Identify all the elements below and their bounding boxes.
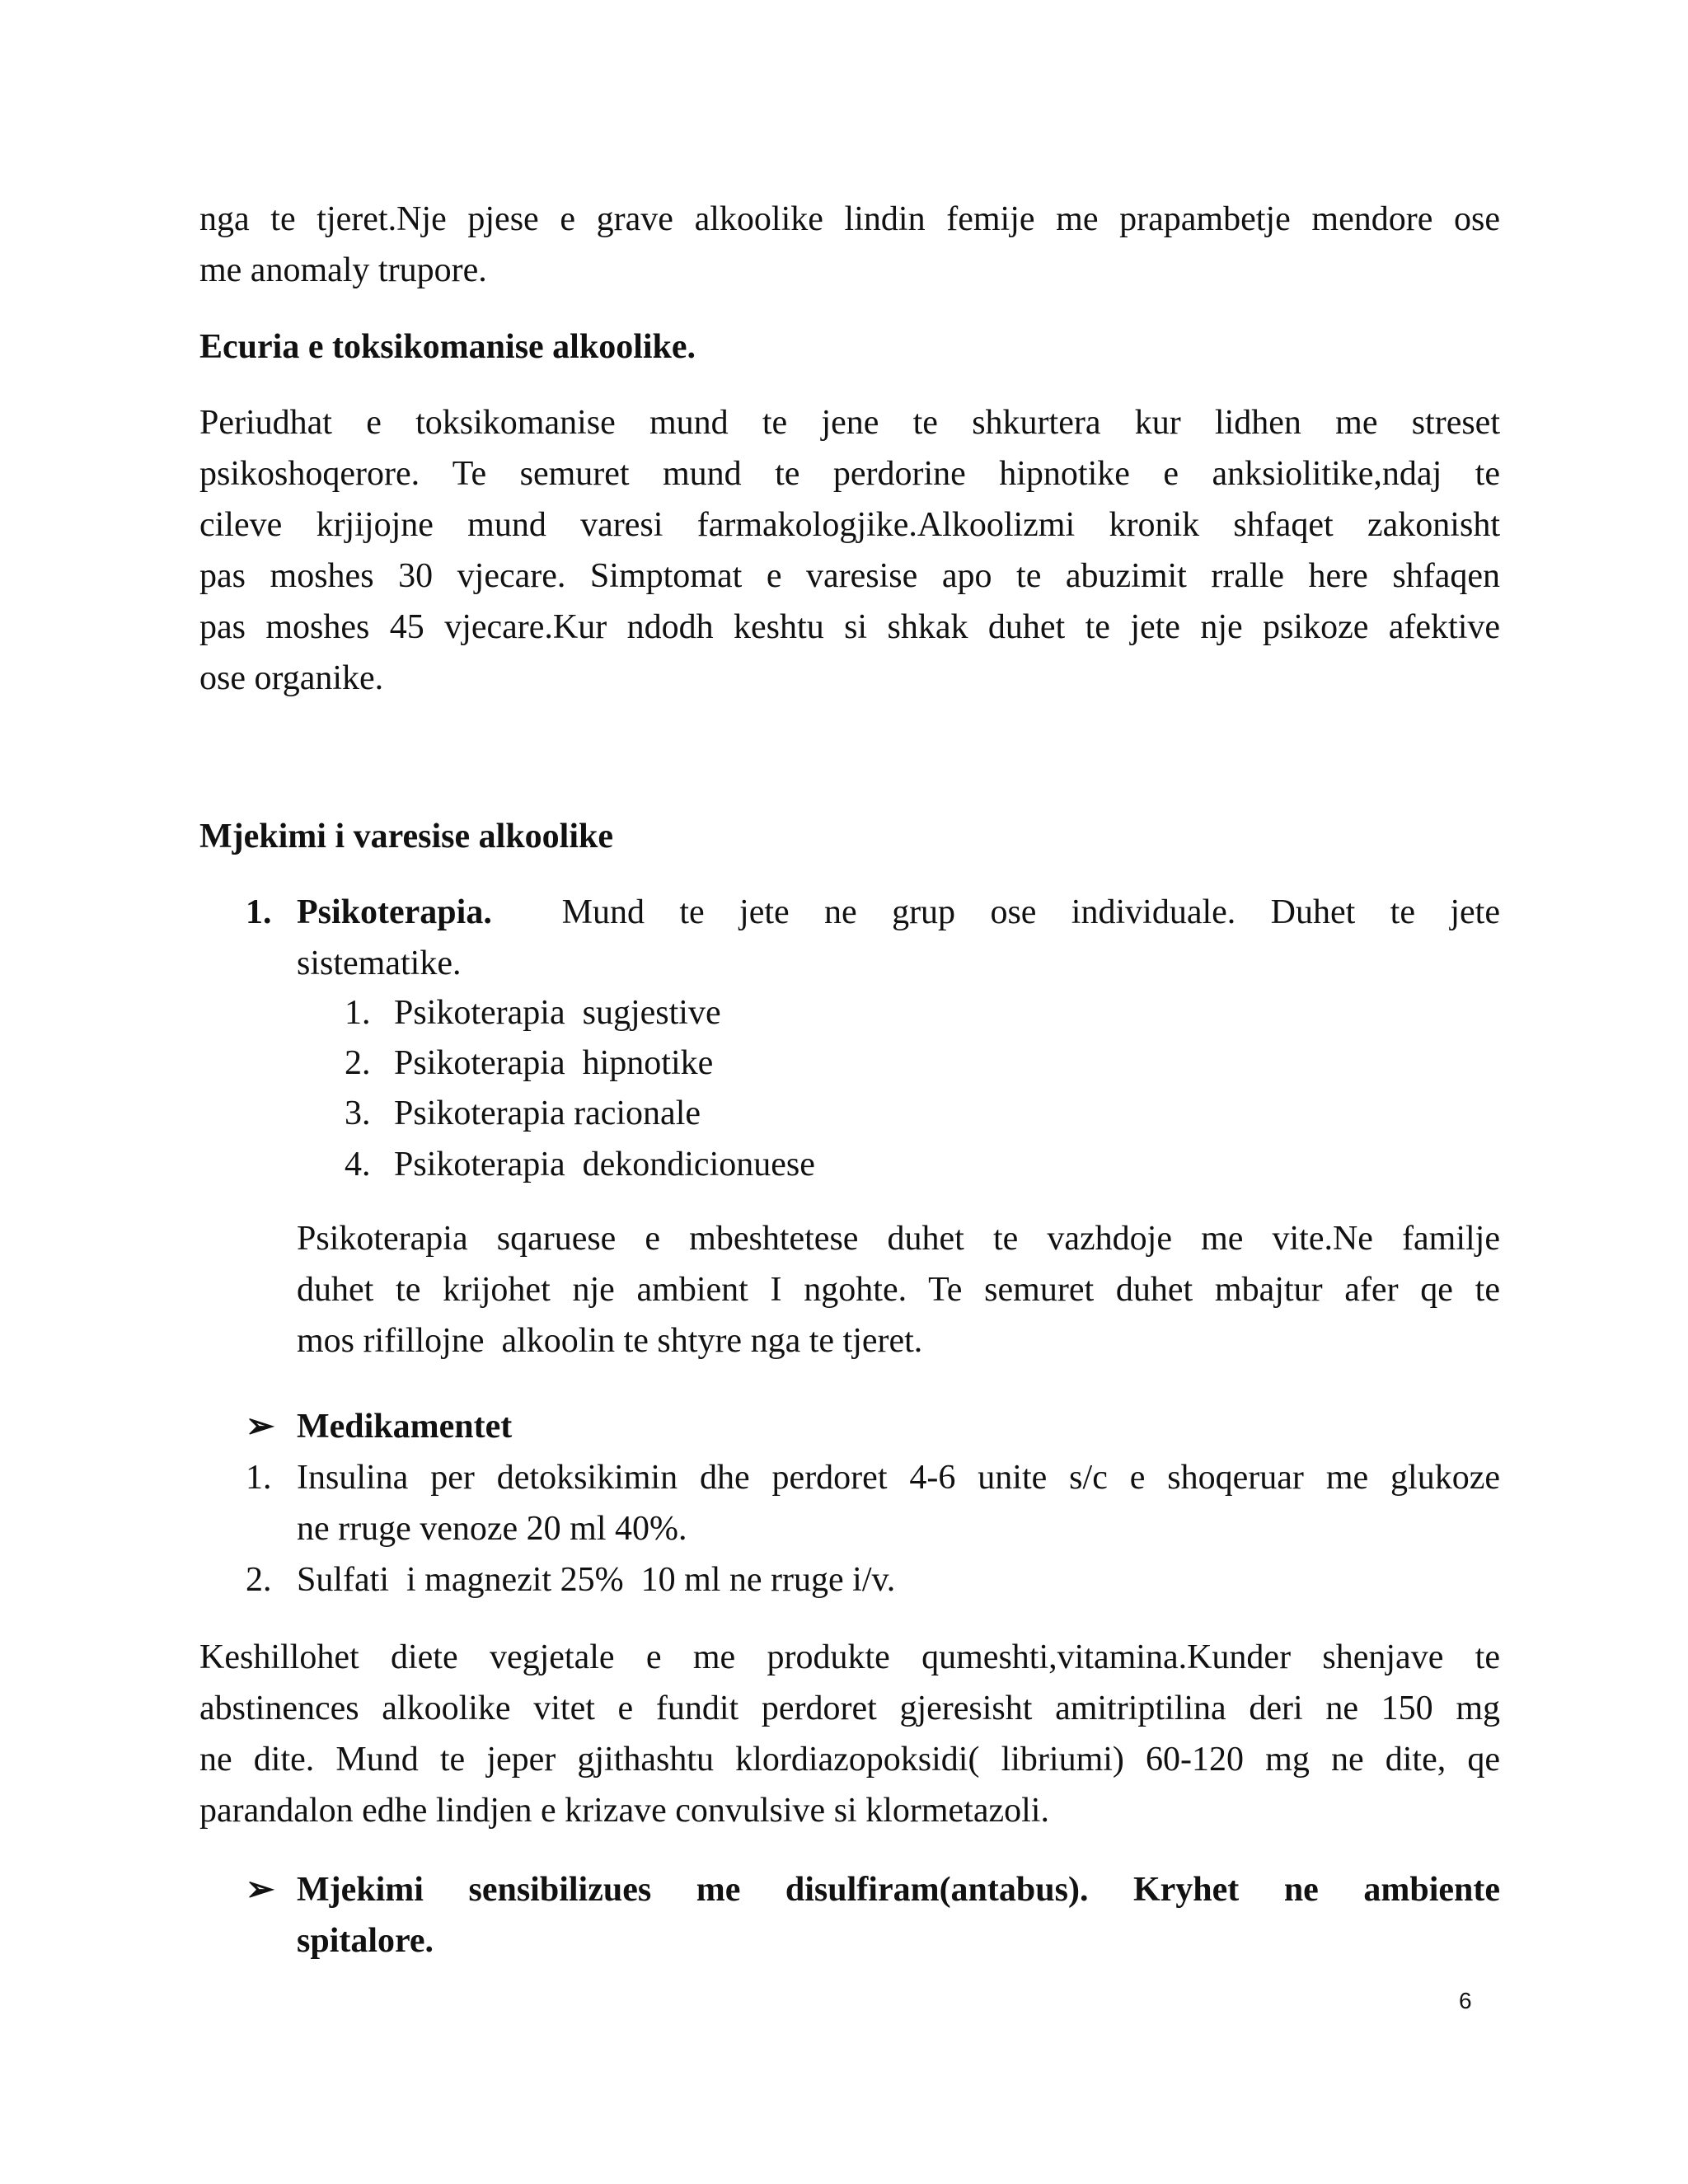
intro-line-1: nga te tjeret.Nje pjese e grave alkoolike lindin femije me prapambetje mendore ose (199, 200, 1500, 238)
list-number: 2. (345, 1044, 371, 1082)
paragraph-line: duhet te krijohet nje ambient I ngohte. Te semuret duhet mbajtur afer qe te (297, 1271, 1500, 1309)
paragraph-line: cileve krjijojne mund varesi farmakologjike.Alkoolizmi kronik shfaqet zakonisht (199, 506, 1500, 544)
list-item-text: Psikoterapia dekondicionuese (394, 1146, 815, 1183)
psikoterapia-label: Psikoterapia. (297, 893, 492, 931)
section-heading-ecuria: Ecuria e toksikomanise alkoolike. (199, 328, 696, 366)
paragraph-line: psikoshoqerore. Te semuret mund te perdorine hipnotike e anksiolitike,ndaj te (199, 455, 1500, 493)
paragraph-line: pas moshes 45 vjecare.Kur ndodh keshtu si shkak duhet te jete nje psikoze afektive (199, 608, 1500, 646)
paragraph-line: parandalon edhe lindjen e krizave convulsive si klormetazoli. (199, 1792, 1049, 1830)
paragraph-line: abstinences alkoolike vitet e fundit perdoret gjeresisht amitriptilina deri ne 150 mg (199, 1690, 1500, 1727)
arrow-bullet-icon: ➢ (246, 1408, 275, 1446)
list-item-text: Psikoterapia hipnotike (394, 1044, 714, 1082)
list-item (345, 987, 721, 1038)
section-heading-mjekimi: Mjekimi i varesise alkoolike (199, 818, 614, 855)
sqaruese-paragraph (297, 1213, 1500, 1366)
list-item-text: Psikoterapia sugjestive (394, 994, 721, 1032)
paragraph-line: ose organike. (199, 659, 384, 697)
paragraph-line: Periudhat e toksikomanise mund te jene te shkurtera kur lidhen me streset (199, 404, 1500, 442)
list-number: 4. (345, 1146, 371, 1183)
advice-paragraph (199, 1632, 1500, 1836)
list-number: 1. (246, 1459, 272, 1497)
bullet-medikamentet (246, 1401, 512, 1452)
bullet-label: Medikamentet (297, 1408, 513, 1446)
paragraph-line: mos rifillojne alkoolin te shtyre nga te tjeret. (297, 1322, 923, 1360)
arrow-bullet-icon: ➢ (246, 1871, 275, 1909)
intro-line-2: me anomaly trupore. (199, 251, 487, 289)
medication-item-1 (246, 1452, 1500, 1554)
ecuria-paragraph (199, 397, 1500, 704)
bullet-text-line1: Mjekimi sensibilizues me disulfiram(antabus). Kryhet ne ambiente (297, 1871, 1500, 1909)
medication-item-2 (246, 1554, 895, 1605)
list-item (345, 1038, 713, 1089)
list-number: 1. (345, 994, 371, 1032)
bullet-text-line2: spitalore. (297, 1922, 434, 1960)
psikoterapia-description-line2: sistematike. (297, 944, 462, 982)
list-number: 3. (345, 1094, 371, 1132)
list-number: 1. (246, 893, 272, 931)
page-number: 6 (1459, 1988, 1472, 2013)
list-item-psikoterapia (246, 887, 1500, 989)
paragraph-line: Keshillohet diete vegjetale e me produkte qumeshti,vitamina.Kunder shenjave te (199, 1638, 1500, 1676)
bullet-mjekimi-sensibilizues (246, 1864, 1500, 1966)
paragraph-line: pas moshes 30 vjecare. Simptomat e varesise apo te abuzimit rralle here shfaqen (199, 557, 1500, 595)
paragraph-line: Psikoterapia sqaruese e mbeshtetese duhet te vazhdoje me vite.Ne familje (297, 1220, 1500, 1258)
list-number: 2. (246, 1561, 272, 1599)
list-item (345, 1139, 815, 1190)
medication-text-line1: Sulfati i magnezit 25% 10 ml ne rruge i/v. (297, 1561, 896, 1599)
medication-text-line1: Insulina per detoksikimin dhe perdoret 4-6 unite s/c e shoqeruar me glukoze (297, 1459, 1500, 1497)
list-item (345, 1088, 701, 1139)
psikoterapia-description: Mund te jete ne grup ose individuale. Duhet te jete (561, 893, 1500, 931)
medication-text-line2: ne rruge venoze 20 ml 40%. (297, 1510, 687, 1548)
list-item-text: Psikoterapia racionale (394, 1094, 701, 1132)
intro-paragraph (199, 194, 1500, 296)
paragraph-line: ne dite. Mund te jeper gjithashtu klordiazopoksidi( libriumi) 60-120 mg ne dite, qe (199, 1741, 1500, 1779)
